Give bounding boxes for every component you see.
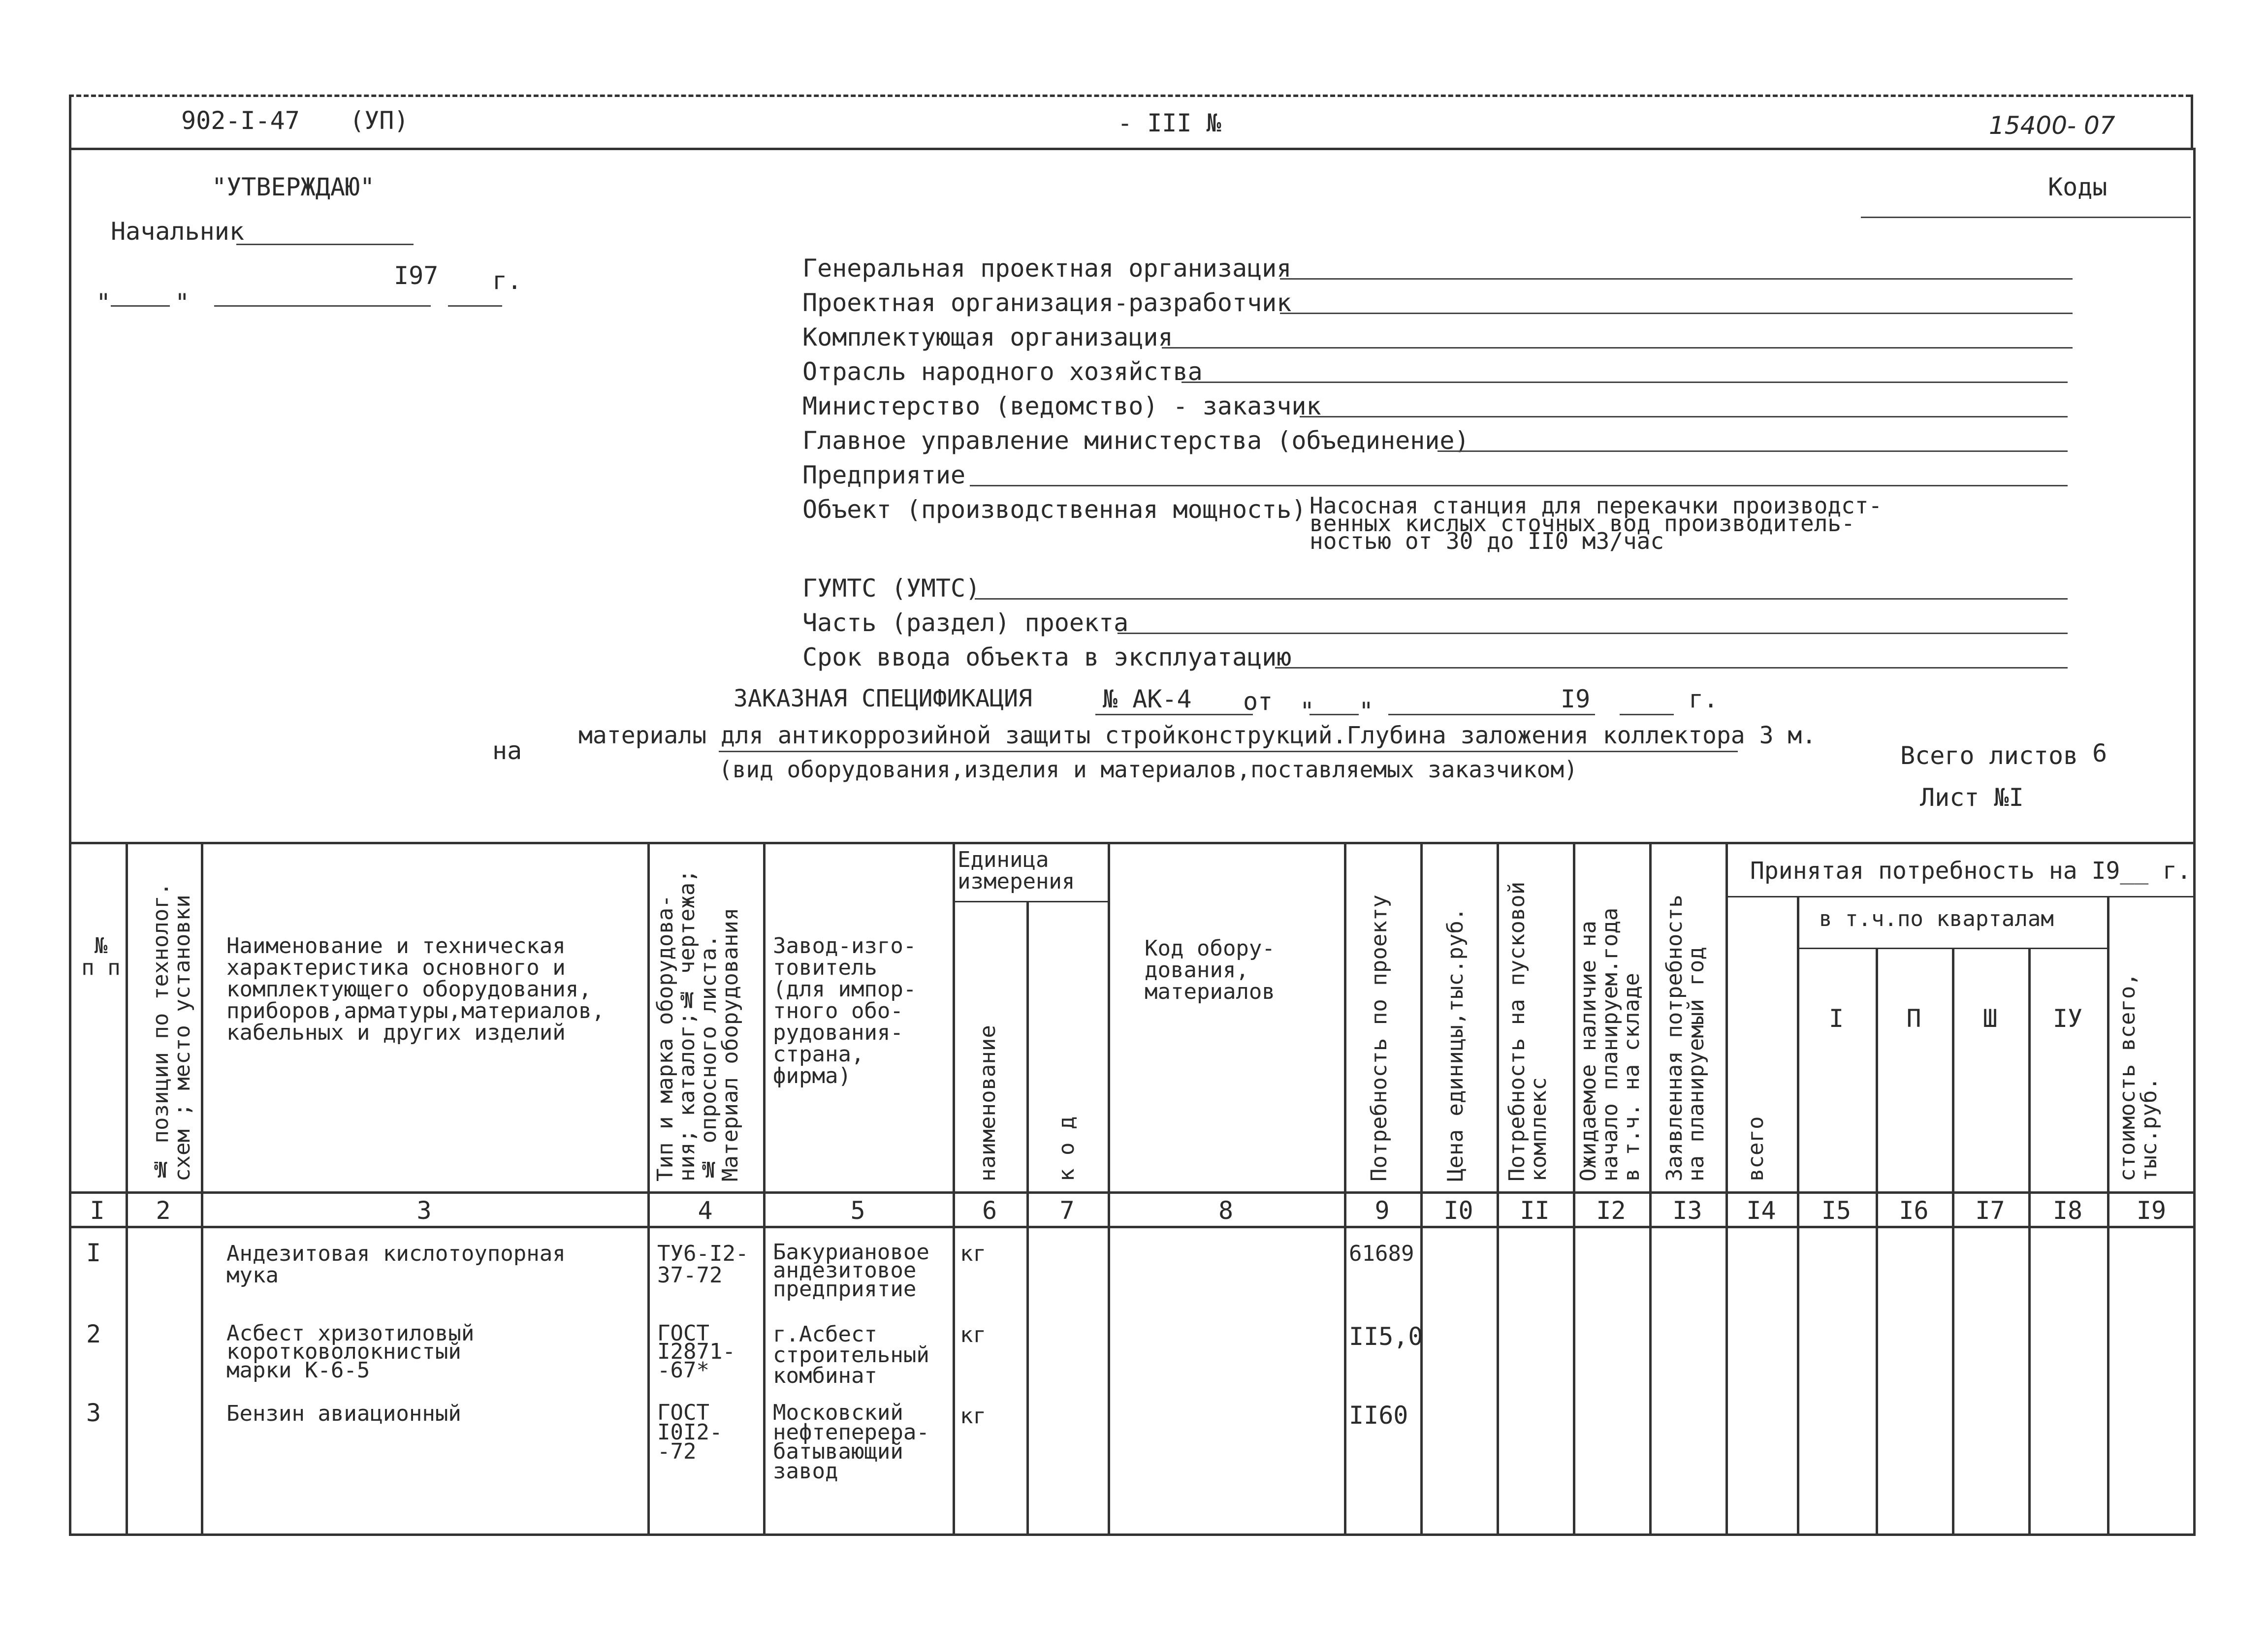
- field-enterprise-line: [970, 485, 2068, 486]
- row-maker: г.Асбест строительный комбинат: [773, 1322, 929, 1388]
- col-line-17: [2028, 948, 2031, 1536]
- hdr-unit-name: наименование: [975, 1025, 1000, 1181]
- row-unit: кг: [960, 1322, 986, 1347]
- field-gumts: ГУМТС (УМТС): [802, 574, 981, 603]
- approval-title: "УТВЕРЖДАЮ": [212, 173, 375, 201]
- row-quantity: II5,0: [1349, 1322, 1423, 1351]
- hdr-unit-group: Единица измерения: [958, 847, 1075, 894]
- spec-na: на: [492, 736, 522, 765]
- spec-year: I9: [1561, 685, 1591, 713]
- hdr-row-number: № п п: [81, 933, 121, 980]
- field-commission-date: Срок ввода объекта в эксплуатацию: [802, 643, 1292, 671]
- field-general-org-line: [1280, 278, 2073, 280]
- hdr-startup-need: Потребность на пусковой комплекс: [1504, 881, 1551, 1181]
- colnum-4: 4: [698, 1196, 713, 1225]
- hdr-total-cost: стоимость всего, тыс.руб.: [2115, 973, 2162, 1181]
- colnum-17: I7: [1975, 1196, 2005, 1225]
- col-line-2: [201, 842, 203, 1536]
- spec-number-line: [1095, 714, 1253, 715]
- spec-from: от: [1243, 687, 1273, 716]
- field-commission-date-line: [1275, 667, 2068, 669]
- hdr-unit-code: к о д: [1054, 1116, 1079, 1181]
- field-developer-org: Проектная организация-разработчик: [802, 288, 1292, 317]
- hdr-total: всего: [1743, 1116, 1768, 1181]
- spec-number: № АК-4: [1103, 685, 1192, 713]
- colnum-13: I3: [1672, 1196, 1702, 1225]
- spec-month-line: [1388, 714, 1595, 715]
- album-label: (УП): [350, 106, 409, 135]
- chief-label: Начальник: [111, 217, 244, 246]
- row-maker: Бакуриановое андезитовое предприятие: [773, 1240, 929, 1302]
- hdr-unit-price: Цена единицы,тыс.руб.: [1443, 907, 1468, 1181]
- total-sheets-label: Всего листов: [1900, 741, 2078, 770]
- hdr-equipment-code: Код обору- дования, материалов: [1145, 936, 1275, 1004]
- colnum-8: 8: [1218, 1196, 1234, 1225]
- top-border: [69, 95, 2191, 97]
- col-line-15: [1876, 948, 1878, 1536]
- spec-subject-line: [719, 751, 1738, 752]
- field-ministry-line: [1300, 416, 2068, 417]
- accepted-group-line: [1725, 896, 2196, 897]
- left-edge: [69, 95, 71, 149]
- col-line-11: [1573, 842, 1575, 1536]
- col-line-16: [1952, 948, 1954, 1536]
- row-maker: Московский нефтеперера- батывающий завод: [773, 1400, 929, 1484]
- field-project-part-line: [1118, 633, 2068, 634]
- spec-day-line: [1310, 714, 1359, 715]
- field-enterprise: Предприятие: [802, 461, 966, 489]
- row-type: ГОСТ I0I2- -72: [657, 1400, 723, 1465]
- row-unit: кг: [960, 1404, 986, 1429]
- col-line-5: [953, 842, 955, 1536]
- colnum-1: I: [90, 1196, 105, 1225]
- field-general-org: Генеральная проектная организация: [802, 254, 1292, 283]
- row-quantity: 61689: [1349, 1241, 1414, 1266]
- chief-signature-line: [236, 244, 414, 245]
- colnum-3: 3: [416, 1196, 432, 1225]
- col-line-13: [1725, 842, 1728, 1536]
- col-line-7: [1108, 842, 1110, 1536]
- hdr-maker: Завод-изго- товитель (для импор- тного обо- рудования- страна, фирма): [773, 933, 917, 1088]
- row-name: Бензин авиационный: [226, 1401, 461, 1426]
- field-object-value: Насосная станция для перекачки производст- венных кислых сточных вод производитель- ностью от 30 до II0 м3/час: [1310, 492, 1883, 554]
- codes-label: Коды: [2048, 173, 2108, 201]
- hdr-type: Тип и марка оборудова- ния; каталог;№ чертежа; № опросного листа. Материал оборудования: [653, 869, 743, 1181]
- spec-subject: материалы для антикоррозийной защиты стройконструкций.Глубина заложения коллектора 3 м.: [578, 722, 1817, 749]
- colnum-7: 7: [1059, 1196, 1075, 1225]
- unit-group-line: [953, 901, 1108, 902]
- approval-year-suffix: г.: [492, 266, 522, 295]
- field-industry-line: [1182, 382, 2068, 383]
- colnum-2: 2: [156, 1196, 171, 1225]
- approval-month-line: [214, 305, 431, 307]
- codes-line: [1861, 217, 2191, 218]
- spec-quote-open: ": [1300, 697, 1315, 726]
- approval-year-line: [448, 305, 502, 307]
- colnum-12: I2: [1596, 1196, 1626, 1225]
- spec-year-suffix: г.: [1689, 685, 1719, 713]
- hdr-quarters-group: в т.ч.по кварталам: [1819, 906, 2054, 931]
- row-type: ТУ6-I2- 37-72: [657, 1241, 749, 1288]
- row-number: 2: [86, 1320, 101, 1348]
- spec-quote-close: ": [1359, 697, 1374, 726]
- col-line-1: [126, 842, 128, 1536]
- colnum-16: I6: [1899, 1196, 1929, 1225]
- hdr-quarter-4: IУ: [2052, 1004, 2083, 1033]
- field-supplier-org-line: [1162, 347, 2073, 349]
- table-top: [69, 842, 2196, 844]
- hdr-project-need: Потребность по проекту: [1367, 894, 1392, 1181]
- hdr-declared-need: Заявленная потребность на планируемый год: [1662, 894, 1709, 1181]
- colnum-19: I9: [2136, 1196, 2167, 1225]
- colnum-18: I8: [2052, 1196, 2083, 1225]
- hdr-quarter-3: Ш: [1982, 1004, 1998, 1033]
- row-name: Асбест хризотиловый коротковолокнистый марки К-6-5: [226, 1321, 475, 1383]
- colnum-15: I5: [1821, 1196, 1852, 1225]
- row-type: ГОСТ I2871- -67*: [657, 1321, 735, 1383]
- spec-title: ЗАКАЗНАЯ СПЕЦИФИКАЦИЯ: [734, 685, 1032, 712]
- field-object-label: Объект (производственная мощность): [802, 495, 1307, 524]
- approval-quote-close: ": [175, 288, 190, 317]
- field-developer-org-line: [1280, 313, 2073, 314]
- approval-year: I97: [394, 261, 439, 290]
- spec-year-line: [1620, 714, 1674, 715]
- total-sheets-value: 6: [2092, 739, 2108, 767]
- row-name: Андезитовая кислотоупорная мука: [226, 1241, 566, 1288]
- field-ministry: Министерство (ведомство) - заказчик: [802, 392, 1321, 420]
- field-gumts-line: [975, 598, 2068, 600]
- row-number: I: [86, 1239, 101, 1267]
- col-line-10: [1497, 842, 1499, 1536]
- field-project-part: Часть (раздел) проекта: [802, 608, 1129, 637]
- colnum-9: 9: [1374, 1196, 1390, 1225]
- field-industry: Отрасль народного хозяйства: [802, 357, 1203, 386]
- colnum-14: I4: [1746, 1196, 1776, 1225]
- hdr-quarter-1: I: [1828, 1004, 1844, 1033]
- hdr-quarter-2: П: [1906, 1004, 1921, 1033]
- doc-code: 902-I-47: [181, 106, 300, 135]
- field-main-directorate-line: [1437, 450, 2068, 452]
- field-supplier-org: Комплектующая организация: [802, 323, 1173, 351]
- field-main-directorate: Главное управление министерства (объединение): [802, 426, 1469, 455]
- right-edge: [2191, 95, 2193, 149]
- col-line-3: [647, 842, 650, 1536]
- row-number: 3: [86, 1399, 101, 1427]
- col-line-12: [1649, 842, 1652, 1536]
- hdr-position: № позиции по технолог. схем ; место установки: [148, 882, 195, 1181]
- approval-day-line: [111, 305, 170, 307]
- row-unit: кг: [960, 1241, 986, 1266]
- hdr-expected-stock: Ожидаемое наличие на начало планируем.года в т.ч. на складе: [1576, 907, 1644, 1181]
- hdr-accepted-need: Принятая потребность на I9__ г.: [1750, 857, 2191, 885]
- colnum-11: II: [1520, 1196, 1550, 1225]
- colnum-6: 6: [982, 1196, 997, 1225]
- sheet-number: Лист №I: [1920, 783, 2024, 812]
- page-number: - III №: [1118, 109, 1221, 137]
- hdr-name: Наименование и техническая характеристика основного и комплектующего оборудования, приборов,арматуры,материалов, кабельных и других изделий: [226, 933, 605, 1045]
- spec-subject-note: (вид оборудования,изделия и материалов,поставляемых заказчиком): [719, 756, 1578, 783]
- col-line-4: [763, 842, 766, 1536]
- colnum-5: 5: [850, 1196, 865, 1225]
- colnum-10: I0: [1443, 1196, 1473, 1225]
- col-line-9: [1420, 842, 1423, 1536]
- approval-quote-open: ": [96, 288, 111, 317]
- row-quantity: II60: [1349, 1401, 1408, 1430]
- archive-number: 15400- 07: [1989, 111, 2115, 140]
- col-line-8: [1344, 842, 1346, 1536]
